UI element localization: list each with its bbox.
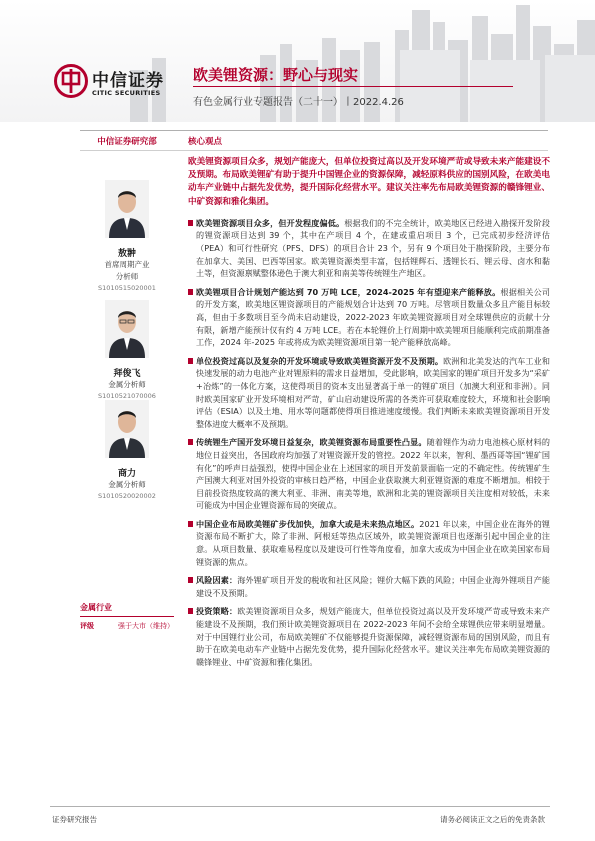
analyst-card — [80, 300, 174, 402]
paragraph-lead: 欧美锂项目合计规划产能达到 70 万吨 LCE，2024-2025 年有望迎来产能释放。 — [196, 286, 501, 297]
paragraph-text: 根据我们的不完全统计，欧美地区已经进入勘探开发阶段的锂资源项目达到 39 个，其中在产项目 4 个，在建或重启项目 3 个，已完成初步经济评估（PEA）和可行性研究（PFS、DFS）的项目合计 23 个，另有 9 个项目处于勘探阶段，主要分布在加拿大、美国、巴西等国家。欧美锂资源类型丰富，包括锂辉石、透锂长石、锂云母、卤水和黏土等，但资源禀赋整体逊色于澳大利亚和南美等传统锂生产地区。 — [196, 217, 550, 279]
core-views-heading: 核心观点 — [188, 137, 223, 147]
analyst-name: 商力 — [117, 469, 136, 479]
risk-paragraph — [188, 574, 550, 599]
analyst-title: 首席周期产业 — [104, 260, 150, 269]
paragraph-lead: 单位投资过高以及复杂的开发环境或导致欧美锂资源开发不及预期。 — [196, 355, 444, 366]
analyst-name: 拜俊飞 — [113, 369, 141, 379]
analyst-license-id: S1010521070006 — [98, 392, 156, 400]
analyst-title: 分析师 — [115, 272, 139, 281]
analyst-title: 金属分析师 — [108, 480, 146, 489]
analyst-card — [80, 180, 174, 294]
paragraph-text: 海外锂矿项目开发的税收和社区风险；锂价大幅下跌的风险；中国企业海外锂项目产能建设不及预期。 — [196, 575, 550, 598]
footer-disclaimer: 请务必阅读正文之后的免责条款 — [440, 815, 545, 824]
research-dept-heading: 中信证券研究部 — [97, 137, 157, 147]
section-divider — [80, 130, 548, 131]
paragraph-lead: 欧美锂资源项目众多，但开发程度偏低。 — [196, 217, 345, 228]
paragraph-lead: 传统锂生产国开发环境日益复杂，欧美锂资源布局重要性凸显。 — [196, 437, 427, 448]
citic-logo-icon — [54, 64, 88, 98]
analyst-card — [80, 400, 174, 502]
analyst-photo — [105, 300, 149, 358]
core-views-content — [188, 156, 550, 674]
paragraph-text: 欧美锂资源项目众多，规划产能庞大，但单位投资过高以及开发环境严苛或导致未来产能建设不及预期，我们预计欧美锂资源项目在 2022-2023 年间不会给全球锂供应带来明显增量。对于中国锂行业公司，布局欧美锂矿不仅能够提升资源保障，减轻锂资源布局的国别风险，而且有助于在欧美电动车产业链中占据先发优势，提升国际化经营水平。建议关注率先布局欧美锂资源的赣锋锂业、中矿资源和雅化集团。 — [196, 606, 550, 667]
analyst-name: 敖翀 — [117, 249, 136, 259]
rating-label: 评级 — [80, 622, 94, 630]
view-paragraph — [188, 436, 550, 512]
industry-title: 金属行业 — [80, 602, 174, 617]
paragraph-text: 根据相关公司的开发方案，欧美地区锂资源项目的产能规划合计达到 70 万吨。尽管项目数量众多且产能目标较高，但由于多数项目至今尚未启动建设，2022-2023 年欧美锂资源项目对全球锂供应的贡献十分有限，新增产能预计仅有约 4 万吨 LCE。若在本轮锂价上行周期中欧美锂项目能顺利完成前期准备工作，2024 年-2025 年或将成为欧美锂资源项目第一轮产能释放高峰。 — [196, 286, 550, 348]
paragraph-lead: 中国企业布局欧美锂矿步伐加快，加拿大或是未来热点地区。 — [196, 518, 420, 529]
brand-name-cn: 中信证券 — [92, 71, 164, 91]
footer-divider — [50, 806, 550, 807]
bullet-square-icon — [188, 220, 193, 226]
analyst-license-id: S1010515020001 — [98, 284, 156, 292]
view-paragraph — [188, 518, 550, 568]
bullet-square-icon — [188, 577, 193, 583]
paragraph-text: 欧洲和北美发达的汽车工业和快速发展的动力电池产业对锂原料的需求日益增加，受此影响，欧美国家的锂矿项目开发多为“采矿+冶炼”的一体化方案，这使得项目的资本支出显著高于单一的锂矿项目（加澳大利亚和非洲）。同时欧美国家矿业开发环境相对严苛，矿山启动建设所需的各类许可获取难度较大，环境和社会影响评估（ESIA）以及土地、用水等问题都使得项目推进速度缓慢。我们判断未来欧美锂资源项目开发整体进度大概率不及预期。 — [196, 355, 550, 429]
view-paragraph — [188, 355, 550, 431]
report-title: 欧美锂资源：野心与现实 — [193, 66, 359, 84]
brand-name-en: CITIC SECURITIES — [92, 89, 161, 97]
view-paragraph — [188, 286, 550, 349]
rating-value: 强于大市（维持） — [118, 622, 174, 630]
industry-rating-box — [80, 602, 174, 631]
bullet-square-icon — [188, 521, 193, 527]
paragraph-text: 随着锂作为动力电池核心原材料的地位日益突出，各国政府均加强了对锂资源开发的管控。2022 年以来，智利、墨西哥等国“锂矿国有化”的呼声日益强烈，使得中国企业在上述国家的项目开发前景面临一定的不确定性。传统锂矿生产国澳大利亚对国外投资的审核日趋严格，中国企业获取澳大利亚锂资源的难度不断增加。相较于目前投资热度较高的澳大利亚、非洲、南美等地，欧洲和北美的锂资源项目关注度相对较低，未来可能成为中国企业锂资源布局的突破点。 — [196, 437, 550, 511]
bullet-square-icon — [188, 608, 193, 614]
bullet-square-icon — [188, 289, 193, 295]
view-paragraph — [188, 217, 550, 280]
summary-paragraph: 欧美锂资源项目众多，规划产能庞大，但单位投资过高以及开发环境严苛或导致未来产能建设不及预期。布局欧美锂矿有助于提升中国锂企业的资源保障，减轻原料供应的国别风险，在欧美电动车产业链中占据先发优势，提升国际化经营水平。建议关注率先布局欧美锂资源的赣锋锂业、中矿资源和雅化集团。 — [188, 157, 550, 207]
strategy-paragraph — [188, 605, 550, 668]
paragraph-lead: 投资策略： — [196, 606, 238, 617]
title-divider — [193, 86, 513, 87]
heading-divider — [80, 150, 548, 151]
footer-report-type: 证券研究报告 — [52, 815, 97, 824]
rating-row — [80, 621, 174, 631]
report-header — [0, 0, 595, 122]
analyst-title: 金属分析师 — [108, 380, 146, 389]
report-subtitle: 有色金属行业专题报告（二十一）丨2022.4.26 — [193, 97, 404, 108]
bullet-square-icon — [188, 358, 193, 364]
analyst-photo — [105, 180, 149, 238]
paragraph-text: 2021 年以来，中国企业在海外的锂资源布局不断扩大，除了非洲、阿根廷等热点区域外，欧美锂资源项目也逐渐引起中国企业的注意。从项目数量、获取难易程度以及建设可行性等角度看，加拿大或成为中国企业在欧美国家布局锂资源的焦点。 — [196, 518, 550, 567]
paragraph-lead: 风险因素： — [196, 575, 238, 586]
bullet-square-icon — [188, 439, 193, 445]
analyst-license-id: S1010520020002 — [98, 492, 156, 500]
analyst-photo — [105, 400, 149, 458]
